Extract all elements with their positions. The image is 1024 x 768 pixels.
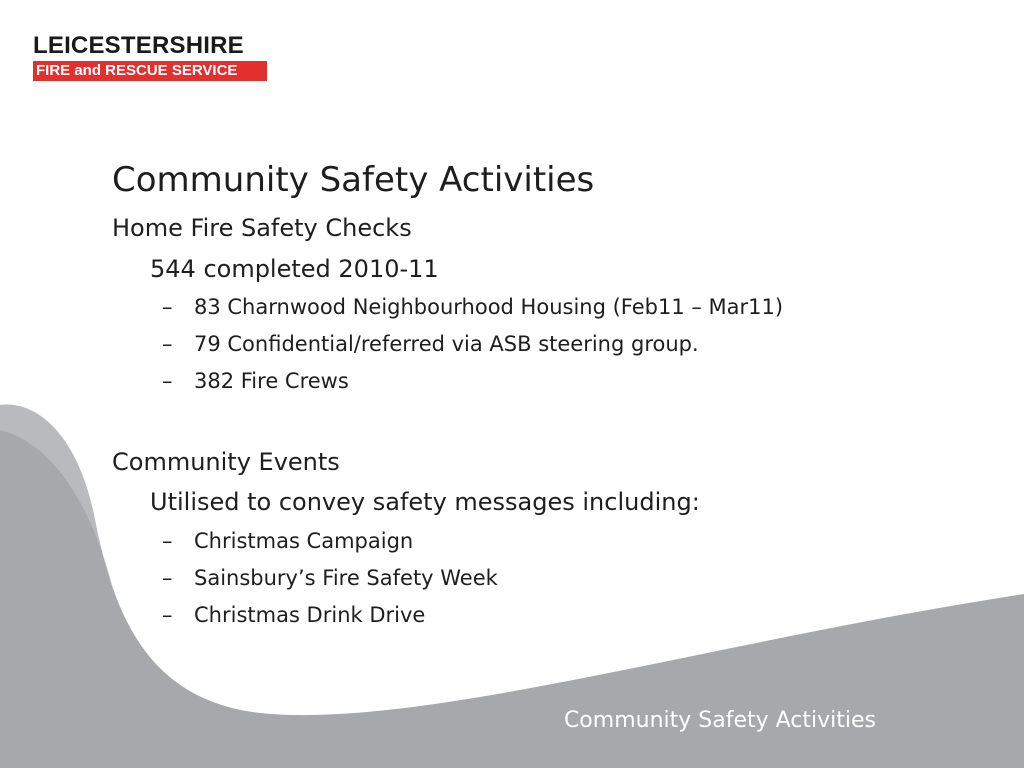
bullet-text: 79 Confidential/referred via ASB steering group. xyxy=(194,332,699,356)
bullet-text: 382 Fire Crews xyxy=(194,369,349,393)
bullet-item xyxy=(162,601,425,629)
bullet-text: 83 Charnwood Neighbourhood Housing (Feb11 – Mar11) xyxy=(194,295,784,319)
bullet-dash: – xyxy=(162,529,173,553)
logo-line-fire-and-rescue: FIRE and RESCUE SERVICE xyxy=(33,61,267,81)
bullet-text: Christmas Drink Drive xyxy=(194,603,426,627)
logo-line-leicestershire: LEICESTERSHIRE xyxy=(33,32,244,59)
section-heading-home-fire-safety: Home Fire Safety Checks xyxy=(112,214,412,242)
section-heading-community-events: Community Events xyxy=(112,448,340,476)
bullet-item xyxy=(162,367,349,395)
bullet-text: Sainsbury’s Fire Safety Week xyxy=(194,566,498,590)
bullet-item xyxy=(162,330,699,358)
section-subline-completed: 544 completed 2010-11 xyxy=(150,255,439,283)
bullet-dash: – xyxy=(162,295,173,319)
slide-title: Community Safety Activities xyxy=(112,160,595,200)
bullet-item xyxy=(162,293,783,321)
leicestershire-fire-logo xyxy=(33,33,267,81)
bullet-dash: – xyxy=(162,332,173,356)
bullet-item xyxy=(162,564,498,592)
section-subline-utilised: Utilised to convey safety messages including: xyxy=(150,488,700,516)
footer-title: Community Safety Activities xyxy=(563,708,876,733)
bullet-text: Christmas Campaign xyxy=(194,529,414,553)
bullet-dash: – xyxy=(162,566,173,590)
bullet-item xyxy=(162,527,413,555)
bullet-dash: – xyxy=(162,603,173,627)
bullet-dash: – xyxy=(162,369,173,393)
